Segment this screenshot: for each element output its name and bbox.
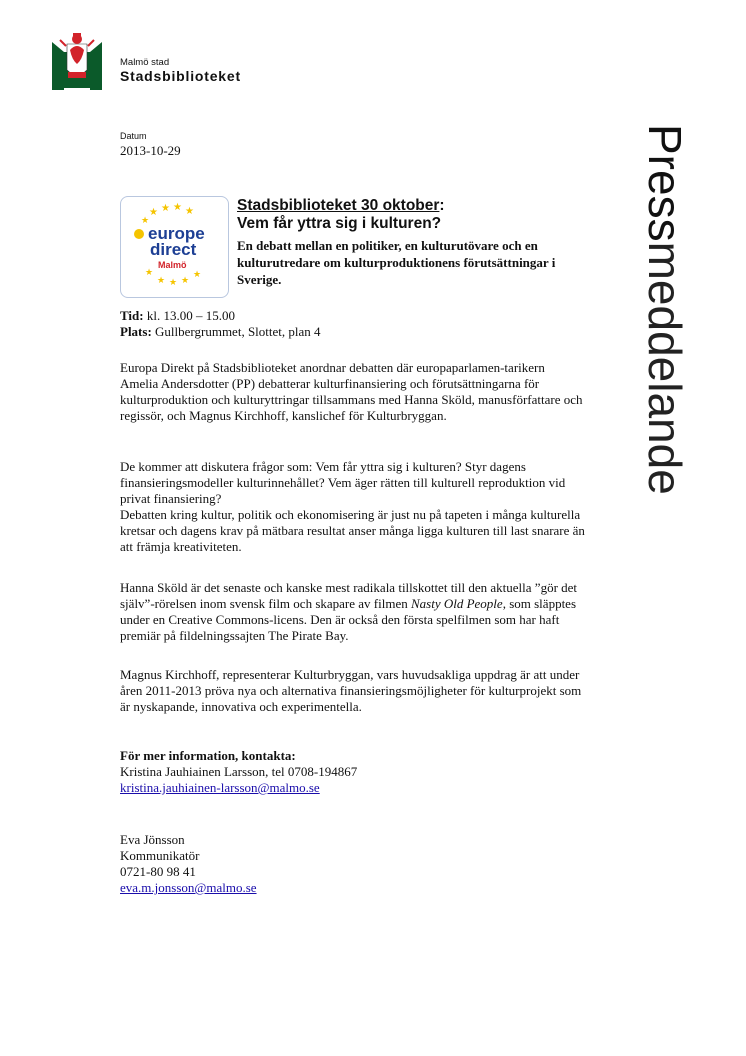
press-release-vertical-title <box>639 124 696 564</box>
paragraph-3 <box>120 580 590 644</box>
contact-2-name: Eva Jönsson <box>120 832 185 847</box>
contact-2-phone: 0721-80 98 41 <box>120 864 196 879</box>
place-line <box>120 324 321 340</box>
logo-line1: europe <box>148 224 205 243</box>
contact-heading: För mer information, kontakta: <box>120 748 296 763</box>
headline-block <box>237 197 597 288</box>
paragraph-2a-text: De kommer att diskutera frågor som: Vem får yttra sig i kulturen? Styr dagens finansieringsmodeller kulturinnehållet? Vem äger rätten till kulturell reproduktion vid privat finansiering? <box>120 459 566 506</box>
paragraph-3-before: Hanna Sköld är det senaste och kanske mest radikala tillskottet till den aktuella ”gör det själv”-rörelsen inom svensk film och skapare av filmen <box>120 580 578 611</box>
contact-1-email-link[interactable]: kristina.jauhiainen-larsson@malmo.se <box>120 780 320 795</box>
paragraph-4-text: Magnus Kirchhoff, representerar Kulturbryggan, vars huvudsakliga uppdrag är att under åren 2011-2013 pröva nya och alternativa finansieringsmöjligheter för kulturprojekt som är nyskapande, innovativa och experimentella. <box>120 667 582 714</box>
library-name: Stadsbiblioteket <box>120 68 241 84</box>
paragraph-3-after: , som släpptes under en Creative Commons-licens. Den är också den första spelfilmen som har haft premiär på fildelningssajten The Pirate Bay. <box>120 596 577 643</box>
headline-subtitle: En debatt mellan en politiker, en kulturutövare och en kulturutredare om kulturproduktionens förutsättningar i Sverige. <box>237 238 556 287</box>
yellow-dot-icon <box>134 229 144 239</box>
date-value: 2013-10-29 <box>120 143 181 158</box>
headline-title-colon: : <box>439 197 445 214</box>
paragraph-2 <box>120 459 592 555</box>
svg-text:★: ★ <box>181 276 190 286</box>
time-line <box>120 308 321 324</box>
svg-text:★: ★ <box>185 206 194 217</box>
date-label: Datum <box>120 131 147 141</box>
malmo-stad-logo <box>52 30 102 90</box>
headline-title <box>237 197 597 215</box>
contact-2-email-link[interactable]: eva.m.jonsson@malmo.se <box>120 880 257 895</box>
event-details <box>120 308 321 340</box>
contact-block-1 <box>120 748 590 796</box>
europe-direct-logo <box>120 196 229 298</box>
paragraph-1 <box>120 360 585 424</box>
svg-text:★: ★ <box>169 278 178 288</box>
date-block <box>120 131 181 159</box>
vertical-title-light: meddelande <box>639 241 691 495</box>
paragraph-1-text: Europa Direkt på Stadsbiblioteket anordnar debatten där europaparlamen-tarikern Amelia Andersdotter (PP) debatterar kulturfinansiering och förutsättningarna för kulturproduktion och kulturyttringar tillsammans med Hanna Sköld, manusförfattare och regissör, och Magnus Kirchhoff, kanslichef för Kulturbryggan. <box>120 360 583 423</box>
place-value: Gullbergrummet, Slottet, plan 4 <box>151 324 321 339</box>
europe-direct-logo-graphic <box>121 197 228 297</box>
contact-block-2 <box>120 832 590 896</box>
time-value: kl. 13.00 – 15.00 <box>143 308 235 323</box>
city-name: Malmö stad <box>120 57 170 68</box>
paragraph-3-text <box>120 580 590 644</box>
paragraph-2b-text: Debatten kring kultur, politik och ekonomisering är just nu på tapeten i många kulturella kretsar och dagens krav på mätbara resultat anser många ligga kulturen till last snarare än att främja kreativiteten. <box>120 507 585 554</box>
vertical-title-bold: Press <box>639 124 691 242</box>
contact-1-line: Kristina Jauhiainen Larsson, tel 0708-194867 <box>120 764 358 779</box>
svg-text:★: ★ <box>173 202 182 213</box>
contact-2-title: Kommunikatör <box>120 848 200 863</box>
paragraph-4 <box>120 667 592 715</box>
logo-line3: Malmö <box>158 260 187 270</box>
svg-text:★: ★ <box>193 270 202 280</box>
organization-block <box>120 57 241 84</box>
logo-line2: direct <box>150 240 197 259</box>
svg-text:★: ★ <box>157 276 166 286</box>
headline-title-underlined: Stadsbiblioteket 30 oktober <box>237 197 440 214</box>
svg-text:★: ★ <box>149 207 158 218</box>
film-title: Nasty Old People <box>410 596 503 611</box>
headline-question: Vem får yttra sig i kulturen? <box>237 215 442 232</box>
svg-text:★: ★ <box>145 268 154 278</box>
svg-text:★: ★ <box>161 203 170 214</box>
svg-text:★: ★ <box>141 216 150 226</box>
place-label: Plats: <box>120 324 152 339</box>
time-label: Tid: <box>120 308 144 323</box>
